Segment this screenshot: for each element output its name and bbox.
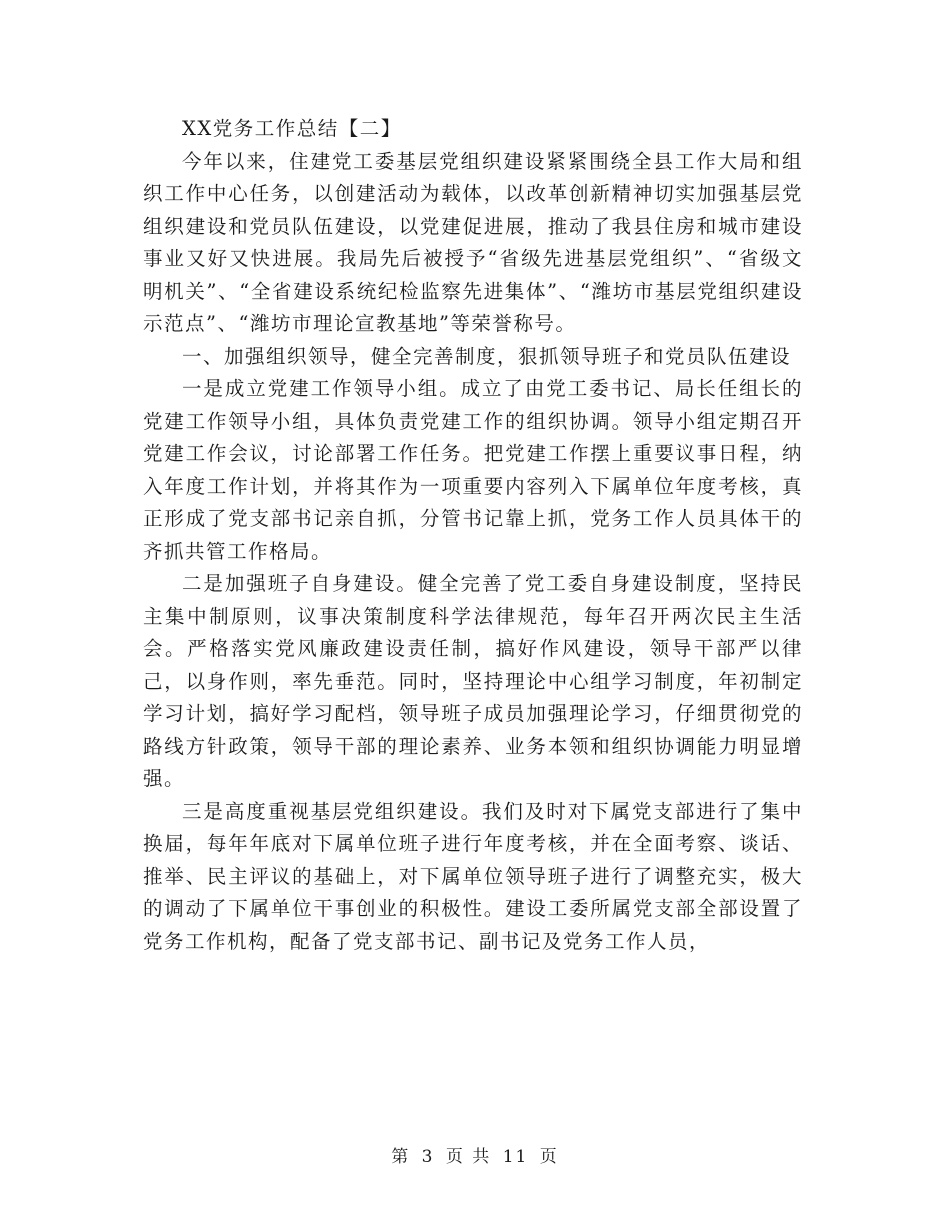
total-pages-number: 11	[502, 1147, 529, 1167]
page-label-mid: 页 共	[445, 1147, 492, 1167]
document-body	[143, 113, 803, 958]
current-page-number: 3	[421, 1147, 435, 1167]
document-title: XX党务工作总结【二】	[182, 117, 402, 140]
paragraph-team-building: 二是加强班子自身建设。健全完善了党工委自身建设制度，坚持民主集中制原则，议事决策制度科学法律规范，每年召开两次民主生活会。严格落实党风廉政建设责任制，搞好作风建设，领导干部严以律己，以身作则，率先垂范。同时，坚持理论中心组学习制度，年初制定学习计划，搞好学习配档，领导班子成员加强理论学习，仔细贯彻党的路线方针政策，领导干部的理论素养、业务本领和组织协调能力明显增强。	[143, 572, 803, 790]
page-footer	[0, 1146, 950, 1168]
section-heading-1: 一、加强组织领导，健全完善制度，狠抓领导班子和党员队伍建设	[182, 344, 792, 368]
paragraph-intro: 今年以来，住建党工委基层党组织建设紧紧围绕全县工作大局和组织工作中心任务，以创建活动为载体，以改革创新精神切实加强基层党组织建设和党员队伍建设，以党建促进展，推动了我县住房和城市建设事业又好又快进展。我局先后被授予“省级先进基层党组织”、“省级文明机关”、“全省建设系统纪检监察先进集体”、“潍坊市基层党组织建设示范点”、“潍坊市理论宣教基地”等荣誉称号。	[143, 149, 803, 335]
paragraph-leadership-group: 一是成立党建工作领导小组。成立了由党工委书记、局长任组长的党建工作领导小组，具体负责党建工作的组织协调。领导小组定期召开党建工作会议，讨论部署工作任务。把党建工作摆上重要议事日程，纳入年度工作计划，并将其作为一项重要内容列入下属单位年度考核，真正形成了党支部书记亲自抓，分管书记靠上抓，党务工作人员具体干的齐抓共管工作格局。	[143, 377, 803, 563]
paragraph-grassroots-org: 三是高度重视基层党组织建设。我们及时对下属党支部进行了集中换届，每年年底对下属单位班子进行年度考核，并在全面考察、谈话、推举、民主评议的基础上，对下属单位领导班子进行了调整充实，极大的调动了下属单位干事创业的积极性。建设工委所属党支部全部设置了党务工作机构，配备了党支部书记、副书记及党务工作人员，	[143, 799, 803, 953]
page-label-prefix: 第	[391, 1147, 411, 1167]
page-label-suffix: 页	[539, 1147, 559, 1167]
